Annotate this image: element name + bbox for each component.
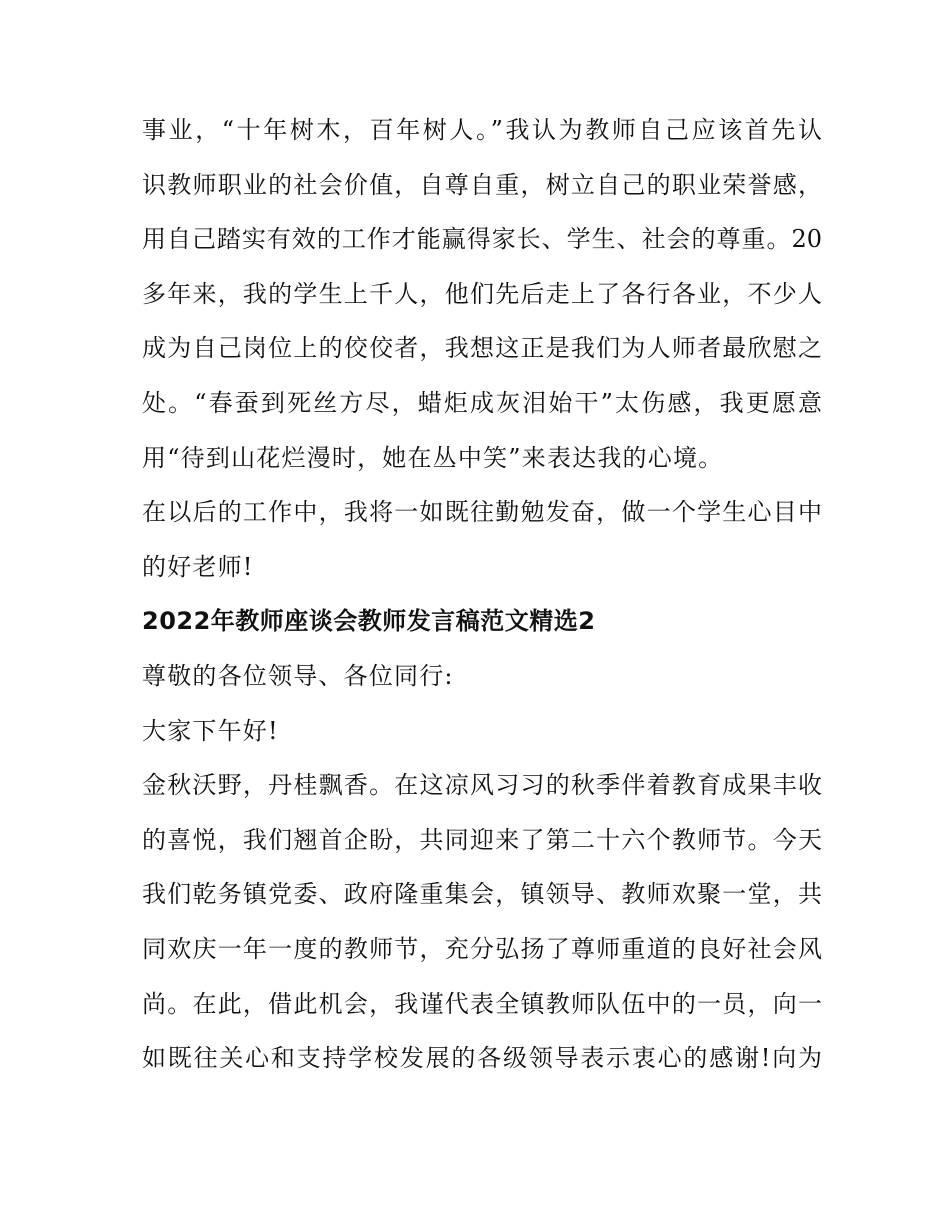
paragraph-line: 事业，“十年树木，百年树人。”我认为教师自己应该首先认 — [142, 116, 822, 144]
paragraph-line: 用自己踏实有效的工作才能赢得家长、学生、社会的尊重。20 — [142, 225, 822, 254]
paragraph-line: 多年来，我的学生上千人，他们先后走上了各行各业，不少人 — [142, 279, 822, 308]
paragraph-line: 尚。在此，借此机会，我谨代表全镇教师队伍中的一员，向一 — [142, 989, 822, 1018]
paragraph-line: 如既往关心和支持学校发展的各级领导表示衷心的感谢!向为 — [142, 1044, 822, 1073]
paragraph-line: 用“待到山花烂漫时，她在丛中笑”来表达我的心境。 — [142, 443, 724, 472]
paragraph-line: 处。“春蚕到死丝方尽，蜡炬成灰泪始干”太伤感，我更愿意 — [142, 388, 822, 417]
greeting-line: 大家下午好! — [142, 716, 279, 745]
paragraph-line: 成为自己岗位上的佼佼者，我想这正是我们为人师者最欣慰之 — [142, 334, 822, 363]
paragraph-line: 同欢庆一年一度的教师节，充分弘扬了尊师重道的良好社会风 — [142, 934, 822, 963]
paragraph-line: 在以后的工作中，我将一如既往勤勉发奋，做一个学生心目中 — [142, 498, 822, 527]
paragraph-line: 的喜悦，我们翘首企盼，共同迎来了第二十六个教师节。今天 — [142, 825, 822, 854]
paragraph-line: 金秋沃野，丹桂飘香。在这凉风习习的秋季伴着教育成果丰收 — [142, 771, 822, 800]
paragraph-line: 我们乾务镇党委、政府隆重集会，镇领导、教师欢聚一堂，共 — [142, 880, 822, 909]
salutation-line: 尊敬的各位领导、各位同行: — [142, 661, 454, 690]
section-heading: 2022年教师座谈会教师发言稿范文精选2 — [142, 607, 596, 636]
paragraph-line: 识教师职业的社会价值，自尊自重，树立自己的职业荣誉感， — [142, 170, 822, 199]
paragraph-line: 的好老师! — [142, 552, 254, 581]
document-body — [142, 103, 822, 1086]
